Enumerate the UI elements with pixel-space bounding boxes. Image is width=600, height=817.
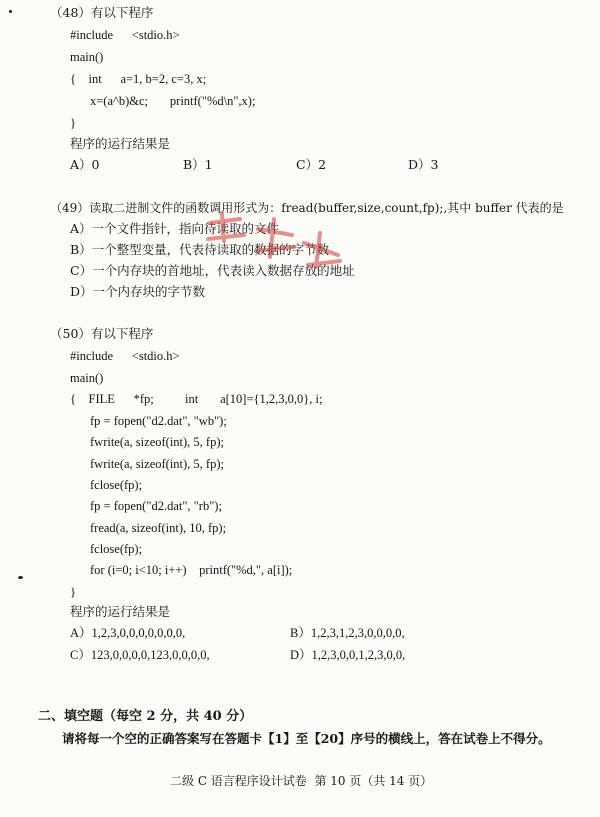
code-line: fp = fopen("d2.dat", "wb"); <box>90 414 227 428</box>
red-stamp-mark <box>200 205 350 275</box>
code-line: main() <box>70 50 104 64</box>
q49-option-d: D）一个内存块的字节数 <box>70 284 206 299</box>
code-line: fwrite(a, sizeof(int), 5, fp); <box>90 457 224 471</box>
q48-option-b: B）1 <box>183 157 213 172</box>
q48-prompt: 程序的运行结果是 <box>70 136 171 151</box>
q48-option-a: A）0 <box>70 157 100 172</box>
code-line: #include <stdio.h> <box>70 349 180 363</box>
code-line: { FILE *fp; int a[10]={1,2,3,0,0}, i; <box>70 392 323 406</box>
q48-option-c: C）2 <box>296 157 327 172</box>
code-line: fclose(fp); <box>90 478 143 492</box>
code-line: fp = fopen("d2.dat", "rb"); <box>90 499 222 513</box>
scan-speck <box>18 576 23 579</box>
q48-option-d: D）3 <box>408 157 439 172</box>
q48-title: （48）有以下程序 <box>50 5 154 20</box>
q50-prompt: 程序的运行结果是 <box>70 604 171 619</box>
q49-title: （49）读取二进制文件的函数调用形式为：fread(buffer,size,count,fp);,其中 buffer 代表的是 <box>50 201 564 215</box>
code-line: x=(a^b)&c; printf("%d\n",x); <box>90 94 256 108</box>
q50-option-b: B）1,2,3,1,2,3,0,0,0,0, <box>290 626 405 640</box>
code-line: { int a=1, b=2, c=3, x; <box>70 72 207 86</box>
q50-option-d: D）1,2,3,0,0,1,2,3,0,0, <box>290 648 406 662</box>
q50-option-a: A）1,2,3,0,0,0,0,0,0,0, <box>70 626 186 640</box>
code-line: } <box>70 116 76 130</box>
q49-option-c: C）一个内存块的首地址，代表读入数据存放的地址 <box>70 263 355 278</box>
section2-instruction: 请将每一个空的正确答案写在答题卡【1】至【20】序号的横线上，答在试卷上不得分。 <box>62 731 551 746</box>
q50-title: （50）有以下程序 <box>50 326 154 341</box>
scan-speck <box>9 10 12 13</box>
code-line: for (i=0; i<10; i++) printf("%d,", a[i]); <box>90 563 293 577</box>
q49-option-a: A）一个文件指针，指向待读取的文件 <box>70 221 280 236</box>
q49-option-b: B）一个整型变量，代表待读取的数据的字节数 <box>70 242 330 257</box>
code-line: fclose(fp); <box>90 542 143 556</box>
code-line: } <box>70 585 76 599</box>
section2-heading: 二、填空题（每空 2 分，共 40 分） <box>38 709 253 724</box>
code-line: fread(a, sizeof(int), 10, fp); <box>90 521 227 535</box>
code-line: #include <stdio.h> <box>70 28 180 42</box>
code-line: main() <box>70 371 104 385</box>
code-line: fwrite(a, sizeof(int), 5, fp); <box>90 435 224 449</box>
q50-option-c: C）123,0,0,0,0,123,0,0,0,0, <box>70 648 210 662</box>
page-footer: 二级 C 语言程序设计试卷 第 10 页（共 14 页） <box>170 774 433 788</box>
